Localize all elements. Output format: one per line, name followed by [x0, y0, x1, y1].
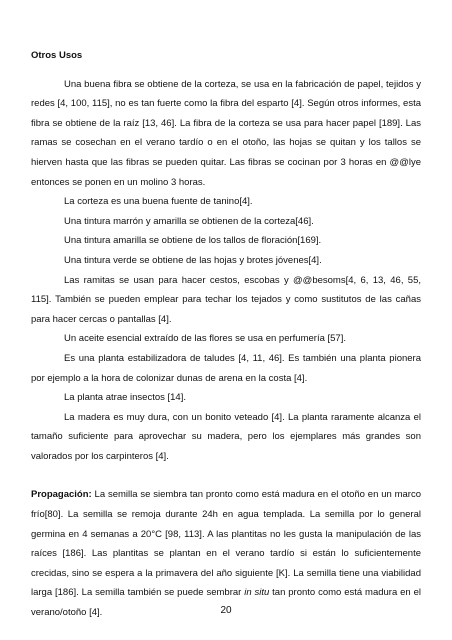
otros-usos-paragraph: Un aceite esencial extraído de las flores se usa en perfumería [57].	[64, 333, 346, 345]
otros-usos-paragraph: Es una planta estabilizadora de taludes [4, 11, 46]. Es también una planta pionera por ejemplo a la hora de colonizar dunas de arena en la costa [4].	[31, 352, 421, 384]
otros-usos-paragraph: Una tintura marrón y amarilla se obtienen de la corteza[46].	[64, 215, 314, 227]
page-content	[31, 46, 421, 623]
page-number: 20	[220, 605, 232, 616]
otros-usos-paragraph: Una buena fibra se obtiene de la corteza, se usa en la fabricación de papel, tejidos y redes [4, 100, 115], no es tan fuerte como la fibra del esparto [4]. Según otros informes, esta fibra se obtiene de la raíz [13, 46]. La fibra de la corteza se usa para hacer papel [189]. Las ramas se cosechan en el verano tardío o en el otoño, las hojas se quitan y los tallos se hierven hasta que las fibras se pueden quitar. Las fibras se cocinan por 3 horas en @@lye entonces se ponen en un molino 3 horas.	[31, 78, 421, 188]
otros-usos-paragraph: La madera es muy dura, con un bonito veteado [4]. La planta raramente alcanza el tamaño suficiente para aprovechar su madera, pero los ejemplares más grandes son valorados por los carpinteros [4].	[31, 411, 421, 462]
otros-usos-paragraph: La corteza es una buena fuente de tanino[4].	[64, 196, 253, 208]
otros-usos-paragraph: Las ramitas se usan para hacer cestos, escobas y @@besoms[4, 6, 13, 46, 55, 115]. También se pueden emplear para techar los tejados y como sustitutos de las cañas para hacer cercas o pantallas [4].	[31, 274, 421, 325]
otros-usos-paragraph: La planta atrae insectos [14].	[64, 392, 186, 404]
section-gap	[31, 466, 421, 485]
propagacion-label: Propagación:	[31, 489, 92, 501]
otros-usos-paragraph: Una tintura verde se obtiene de las hojas y brotes jóvenes[4].	[64, 254, 322, 266]
propagacion-paragraph	[31, 485, 421, 622]
propagacion-italic-term: in situ	[244, 587, 270, 599]
otros-usos-paragraph: Una tintura amarilla se obtiene de los tallos de floración[169].	[64, 235, 322, 247]
propagacion-text: La semilla se siembra tan pronto como está madura en el otoño en un marco frío[80]. La semilla se remoja durante 24h en agua templada. La semilla por lo general germina en 4 semanas a 20°C [98, 113]. A las plantitas no les gusta la manipulación de las raíces [186]. Las plantitas se plantan en el verano tardío si están lo suficientemente crecidas, sino se espera a la primavera del año siguiente [K]. La semilla tiene una viabilidad larga [186]. La semilla también se puede sembrar	[31, 489, 421, 599]
otros-usos-heading: Otros Usos	[31, 50, 83, 61]
propagacion-text-end: tan pronto como está madura en el verano/otoño [4].	[31, 587, 421, 619]
